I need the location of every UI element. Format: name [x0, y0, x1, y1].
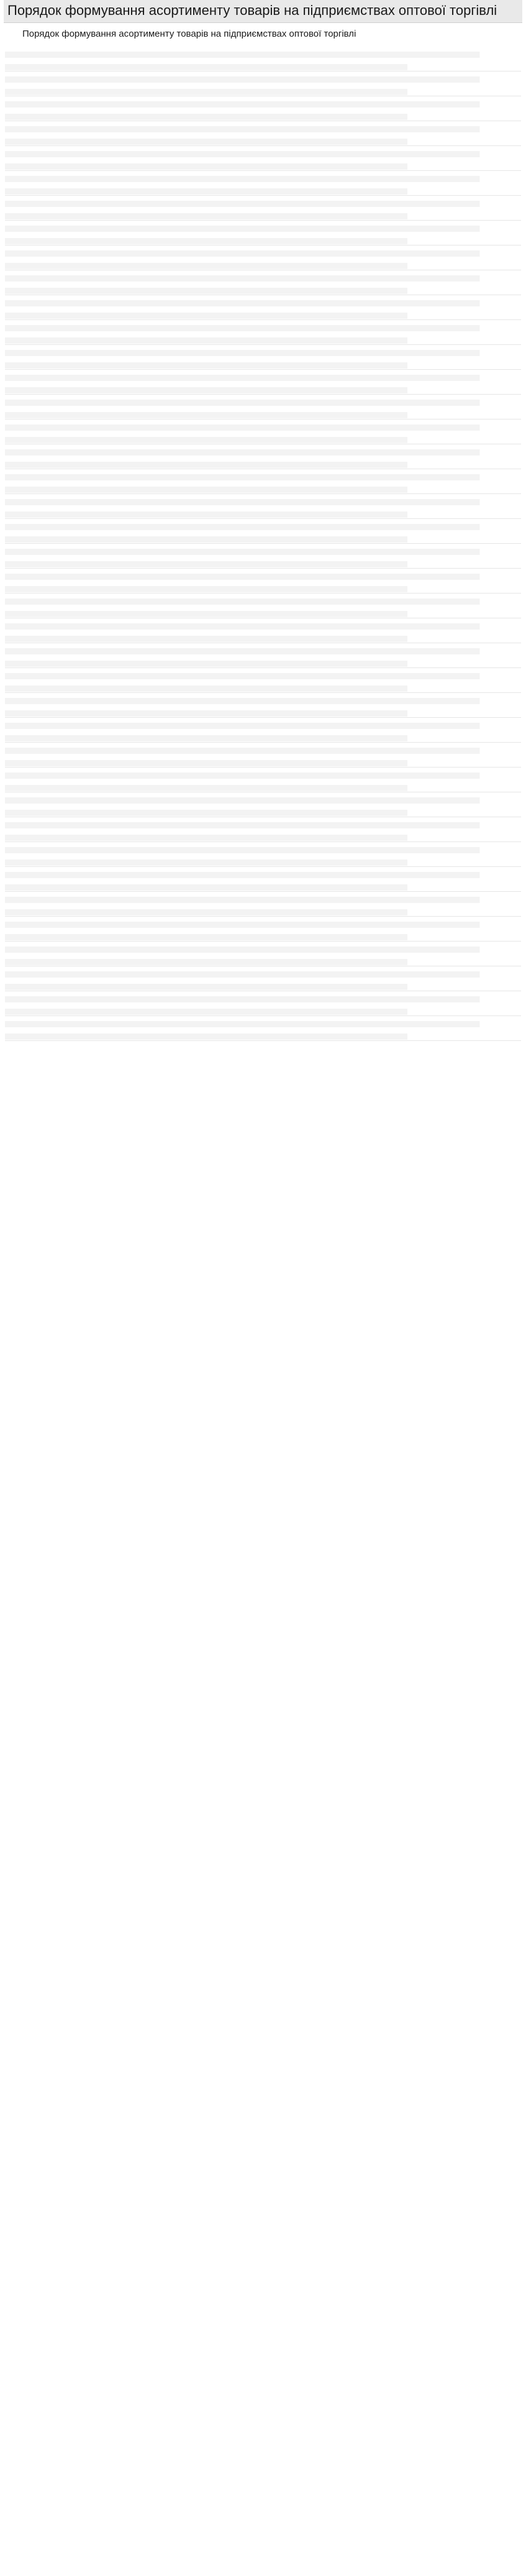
paragraph [5, 469, 521, 494]
paragraph [5, 917, 521, 942]
paragraph [5, 494, 521, 519]
paragraph [5, 842, 521, 867]
paragraph [5, 71, 521, 96]
paragraph [5, 519, 521, 544]
paragraph [5, 370, 521, 395]
paragraph [5, 594, 521, 618]
paragraph [5, 221, 521, 245]
paragraph [5, 768, 521, 792]
paragraph [5, 1016, 521, 1041]
paragraph [5, 171, 521, 196]
title-bar [4, 0, 522, 23]
paragraph [5, 867, 521, 892]
paragraph [5, 569, 521, 594]
paragraph [5, 444, 521, 469]
paragraph [5, 96, 521, 121]
paragraph [5, 792, 521, 817]
paragraph [5, 270, 521, 295]
paragraph [5, 295, 521, 320]
paragraph [5, 320, 521, 345]
paragraph [5, 817, 521, 842]
paragraph [5, 966, 521, 991]
paragraph [5, 892, 521, 917]
paragraph [5, 693, 521, 718]
paragraph [5, 121, 521, 146]
paragraph [5, 991, 521, 1016]
paragraph [5, 942, 521, 966]
paragraph [5, 643, 521, 668]
paragraph [5, 395, 521, 419]
paragraph [5, 245, 521, 270]
paragraph [5, 47, 521, 71]
paragraph [5, 196, 521, 221]
paragraph [5, 718, 521, 743]
paragraph [5, 146, 521, 171]
page-title: Порядок формування асортименту товарів на підприємствах оптової торгівлі [7, 2, 497, 18]
paragraph [5, 668, 521, 693]
paragraph [5, 618, 521, 643]
paragraph [5, 544, 521, 569]
paragraph [5, 419, 521, 444]
document-content [4, 47, 522, 1041]
document-page [0, 0, 526, 1041]
page-subtitle: Порядок формування асортименту товарів на підприємствах оптової торгівлі [22, 29, 356, 39]
paragraph [5, 743, 521, 768]
paragraph [5, 345, 521, 370]
